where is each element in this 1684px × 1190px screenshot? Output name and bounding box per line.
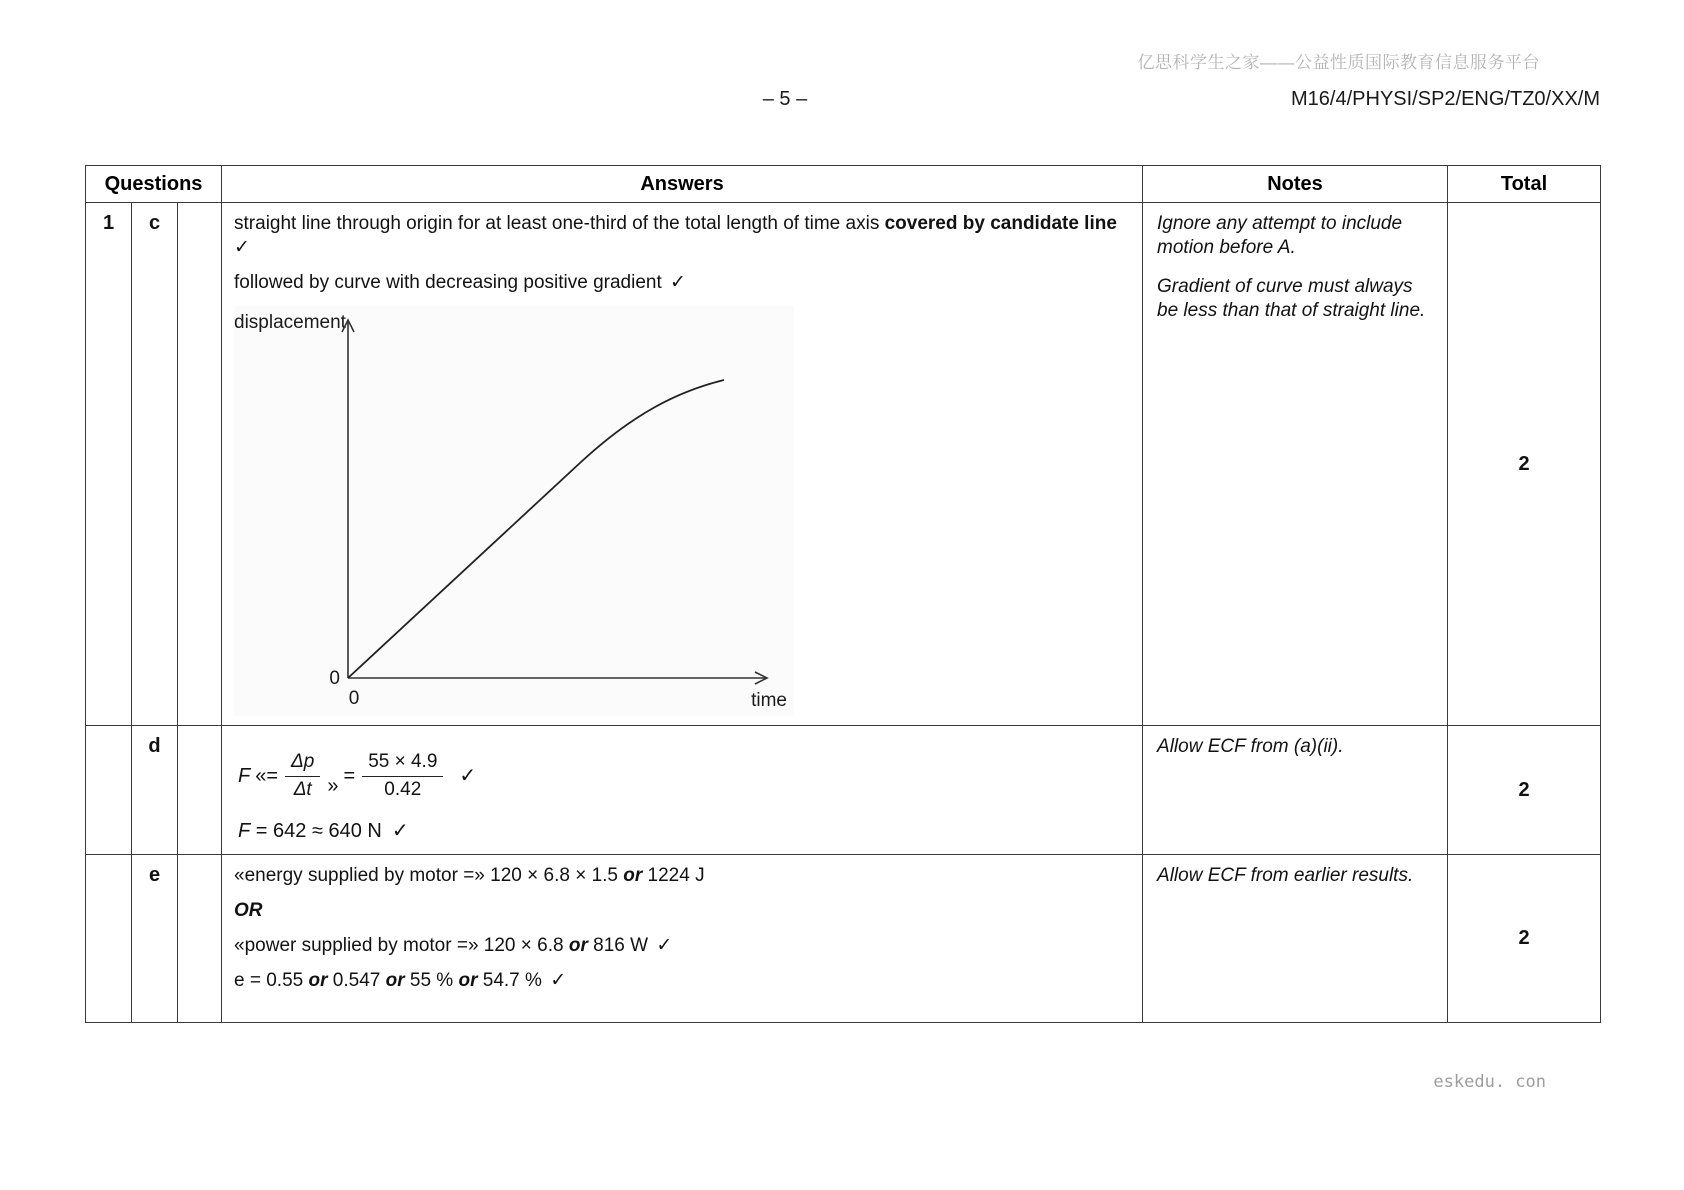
notes-cell bbox=[1143, 203, 1448, 726]
checkmark-icon: ✓ bbox=[459, 764, 477, 787]
table-row-1d bbox=[86, 726, 1601, 854]
equals-sign: = bbox=[343, 764, 356, 787]
answer-line: «power supplied by motor =» 120 × 6.8 or 816 W ✓ bbox=[234, 935, 673, 957]
note-line: Allow ECF from (a)(ii). bbox=[1157, 736, 1344, 758]
graph-x-axis-label: time bbox=[751, 690, 788, 712]
close-guillemet: » bbox=[327, 774, 339, 797]
note-line: Gradient of curve must always be less than that of straight line. bbox=[1157, 276, 1426, 322]
questions-header: Questions bbox=[86, 166, 222, 203]
answers-header: Answers bbox=[222, 166, 1143, 203]
displacement-curve bbox=[348, 380, 724, 678]
question-subpart-cell bbox=[178, 726, 222, 854]
table-row-1e bbox=[86, 854, 1601, 1022]
note-line: Allow ECF from earlier results. bbox=[1157, 864, 1414, 886]
formula-variable: F bbox=[238, 764, 251, 787]
displacement-time-graph bbox=[234, 306, 1130, 716]
total-header: Total bbox=[1448, 166, 1601, 203]
graph-y-axis-label: displacement bbox=[234, 312, 346, 334]
question-part: c bbox=[132, 203, 178, 726]
table-header-row bbox=[86, 166, 1601, 203]
answer-line: followed by curve with decreasing positive gradient ✓ bbox=[234, 272, 686, 294]
checkmark-icon: ✓ bbox=[391, 820, 409, 843]
page-number: – 5 – bbox=[762, 88, 808, 110]
question-subpart-cell bbox=[178, 203, 222, 726]
answers-cell bbox=[222, 854, 1143, 1022]
notes-cell bbox=[1143, 726, 1448, 854]
numeric-fraction: $\frac{55 \times 4.9}{0.42}$ bbox=[362, 751, 443, 802]
total-marks: 2 bbox=[1448, 203, 1601, 726]
note-line: Ignore any attempt to include motion before A. bbox=[1157, 213, 1403, 259]
momentum-fraction: $\frac{\Delta p}{\Delta t}$ bbox=[285, 751, 320, 802]
question-number-cell bbox=[86, 854, 132, 1022]
paper-code: M16/4/PHYSI/SP2/ENG/TZ0/XX/M bbox=[1291, 88, 1600, 110]
question-number-cell bbox=[86, 726, 132, 854]
question-subpart-cell bbox=[178, 854, 222, 1022]
force-result: F = 642 ≈ 640 N ✓ bbox=[238, 820, 409, 843]
graph-y-origin-label: 0 bbox=[329, 668, 341, 690]
answers-cell bbox=[222, 726, 1143, 854]
total-marks: 2 bbox=[1448, 854, 1601, 1022]
site-watermark-top: 亿思科学生之家——公益性质国际教育信息服务平台 bbox=[1137, 53, 1540, 72]
total-marks: 2 bbox=[1448, 726, 1601, 854]
question-number: 1 bbox=[86, 203, 132, 726]
notes-cell bbox=[1143, 854, 1448, 1022]
answer-line: «energy supplied by motor =» 120 × 6.8 × 1.5 or 1224 J bbox=[234, 864, 705, 886]
answer-line: OR bbox=[234, 899, 263, 921]
answer-line: e = 0.55 or 0.547 or 55 % or 54.7 % ✓ bbox=[234, 970, 567, 992]
question-part: d bbox=[132, 726, 178, 854]
table-row-1c bbox=[86, 203, 1601, 726]
site-watermark-bottom: eskedu. con bbox=[1433, 1072, 1546, 1092]
notes-header: Notes bbox=[1143, 166, 1448, 203]
force-equation bbox=[238, 745, 1130, 807]
open-guillemet: «= bbox=[255, 764, 279, 787]
graph-x-origin-label: 0 bbox=[348, 688, 360, 710]
markscheme-table bbox=[85, 165, 1601, 1023]
answer-line: straight line through origin for at least one-third of the total length of time axis covered by candidate line ✓ bbox=[234, 213, 1117, 259]
question-part: e bbox=[132, 854, 178, 1022]
answers-cell bbox=[222, 203, 1143, 726]
